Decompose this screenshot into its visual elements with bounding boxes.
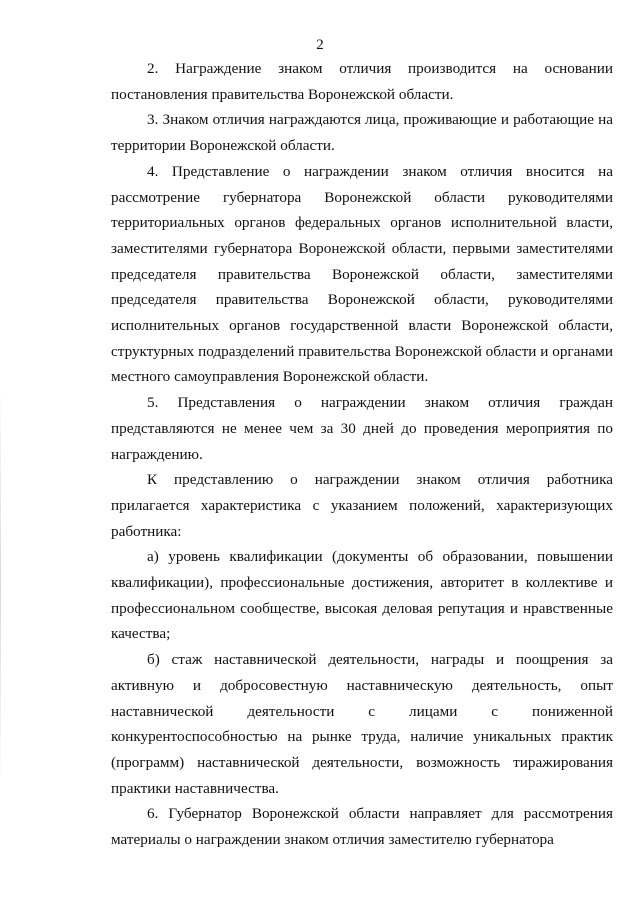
paragraph-3-eligible-persons: 3. Знаком отличия награждаются лица, проживающие и работающие на территории Воронежской области. xyxy=(111,111,613,155)
paragraph-2-awarding-basis: 2. Награждение знаком отличия производится на основании постановления правительства Воронежской области. xyxy=(111,60,613,103)
list-item-b: б) стаж наставнической деятельности, награды и поощрения за активную и добросовестную наставническую деятельность, опыт наставнической деятельности с лицами с пониженной конкурентоспособностью на рынке труда, наличие уникальных практик (программ) наставнической деятельности, возможность тиражирования практики наставничества. xyxy=(111,651,613,797)
paragraph-characteristic: К представлению о награждении знаком отличия работника прилагается характеристика с указанием положений, характеризующих работника: xyxy=(111,471,613,540)
page-number: 2 xyxy=(316,37,324,53)
paragraph-4-submission: 4. Представление о награждении знаком отличия вносится на рассмотрение губернатора Воронежской области руководителями территориальных органов федеральных органов исполнительной власти, заместителями губернатора Воронежской области, первыми заместителями председателя правительства Воронежской области, заместителями председателя правительства Воронежской области, руководителями исполнительных органов государственной власти Воронежской области, структурных подразделений правительства Воронежской области и органами местного самоуправления Воронежской области. xyxy=(111,162,613,386)
document-body xyxy=(111,56,613,853)
paragraph-6-governor: 6. Губернатор Воронежской области направляет для рассмотрения материалы о награждении знаком отличия заместителю губернатора xyxy=(111,805,613,849)
scan-edge-shadow xyxy=(0,380,1,790)
list-item-a: а) уровень квалификации (документы об образовании, повышении квалификации), профессиональные достижения, авторитет в коллективе и профессиональном сообществе, высокая деловая репутация и нравственные качества; xyxy=(111,548,613,643)
paragraph-5-deadline: 5. Представления о награждении знаком отличия граждан представляются не менее чем за 30 дней до проведения мероприятия по награждению. xyxy=(111,394,613,463)
